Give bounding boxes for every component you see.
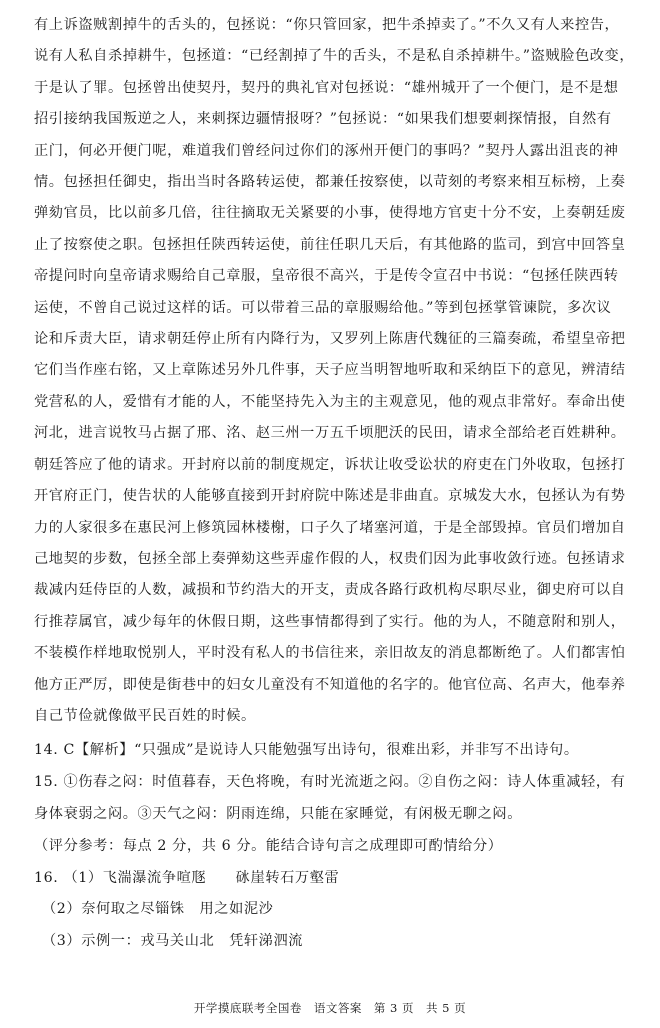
passage-line: 招引接纳我国叛逆之人，来刺探边疆情报呀？”包拯说：“如果我们想要刺探情报，自然有 <box>34 111 612 128</box>
answer-q15-line1: 15. ①伤春之闷：时值暮春，天色将晚，有时光流逝之闷。②自伤之闷：诗人体重减轻，有 <box>34 774 626 791</box>
passage-line: 力的人家很多在惠民河上修筑园林楼榭，口子久了堵塞河道，于是全部毁掉。官员们增加自 <box>34 519 626 536</box>
answer-q15-line2: 身体衰弱之闷。③天气之闷：阴雨连绵，只能在家睡觉，有闲极无聊之闷。 <box>34 805 522 822</box>
passage-line: 止了按察使之职。包拯担任陕西转运使，前往任职几天后，有其他路的监司，到宫中回答皇 <box>34 236 626 253</box>
passage-line: 它们当作座右铭，又上章陈述另外几件事，天子应当明智地听取和采纳臣下的意见，辨清结 <box>34 362 626 379</box>
scoring-note: （评分参考：每点 2 分，共 6 分。能结合诗句言之成理即可酌情给分） <box>34 837 503 854</box>
translation-passage <box>34 10 634 732</box>
passage-line: 己地契的步数，包拯全部上奏弹劾这些弄虚作假的人，权贵们因为此事收敛行迹。包拯请求 <box>34 550 626 567</box>
passage-line: 有上诉盗贼割掉牛的舌头的，包拯说：“你只管回家，把牛杀掉卖了。”不久又有人来控告， <box>34 17 620 33</box>
passage-line: 不装模作样地取悦别人，平时没有私人的书信往来，亲旧故友的消息都断绝了。人们都害怕 <box>34 645 626 662</box>
answer-q16-part2: （2）奈何取之尽锱铢 用之如泥沙 <box>42 901 274 918</box>
passage-line: 正门，何必开便门呢，难道我们曾经问过你们的涿州开便门的事吗？”契丹人露出沮丧的神 <box>34 142 619 159</box>
passage-line: 说有人私自杀掉耕牛，包拯道：“已经割掉了牛的舌头，不是私自杀掉耕牛。”盗贼脸色改变， <box>34 48 635 65</box>
passage-line: 河北，进言说牧马占据了邢、洺、赵三州一万五千顷肥沃的民田，请求全部给老百姓耕种。 <box>34 425 626 442</box>
passage-line: 情。包拯担任御史，指出当时各路转运使，都兼任按察使，以苛刻的考察来相互标榜，上奏 <box>34 174 626 191</box>
passage-line: 裁减内廷侍臣的人数，减损和节约浩大的开支，责成各路行政机构尽职尽业，御史府可以自 <box>34 582 626 599</box>
answer-q16-part1: 16. （1）飞湍瀑流争喧豗 砯崖转石万壑雷 <box>34 869 340 886</box>
answer-q14: 14. C【解析】“只强成”是说诗人只能勉强写出诗句，很难出彩，并非写不出诗句。 <box>34 742 579 759</box>
page-footer: 开学摸底联考全国卷 语文答案 第 3 页 共 5 页 <box>193 1001 467 1015</box>
answer-q16-part3: （3）示例一：戎马关山北 凭轩涕泗流 <box>42 933 304 950</box>
passage-line: 帝提问时向皇帝请求赐给自己章服，皇帝很不高兴，于是传令宣召中书说：“包拯任陕西转 <box>34 268 619 285</box>
passage-line: 朝廷答应了他的请求。开封府以前的制度规定，诉状让收受讼状的府吏在门外收取，包拯打 <box>34 456 626 473</box>
passage-line: 行推荐属官，减少每年的休假日期，这些事情都得到了实行。他的为人，不随意附和别人， <box>34 613 626 630</box>
answer-section <box>34 735 634 958</box>
passage-line: 开官府正门，使告状的人能够直接到开封府院中陈述是非曲直。京城发大水，包拯认为有势 <box>34 488 626 505</box>
passage-line: 论和斥责大臣，请求朝廷停止所有内降行为，又罗列上陈唐代魏征的三篇奏疏，希望皇帝把 <box>34 331 626 348</box>
passage-line: 于是认了罪。包拯曾出使契丹，契丹的典礼官对包拯说：“雄州城开了一个便门，是不是想 <box>34 79 619 96</box>
passage-line: 自己节俭就像做平民百姓的时候。 <box>34 707 256 724</box>
passage-line: 运使，不曾自己说过这样的话。可以带着三品的章服赐给他。”等到包拯掌管谏院，多次议 <box>34 299 612 316</box>
passage-line: 弹劾官员，比以前多几倍，往往摘取无关紧要的小事，使得地方官吏十分不安，上奏朝廷废 <box>34 205 626 222</box>
passage-line: 党营私的人，爱惜有才能的人，不能坚持先入为主的主观意见，他的观点非常好。奉命出使 <box>34 393 626 410</box>
passage-line: 他方正严厉，即使是街巷中的妇女儿童没有不知道他的名字的。他官位高、名声大，他奉养 <box>34 676 626 693</box>
